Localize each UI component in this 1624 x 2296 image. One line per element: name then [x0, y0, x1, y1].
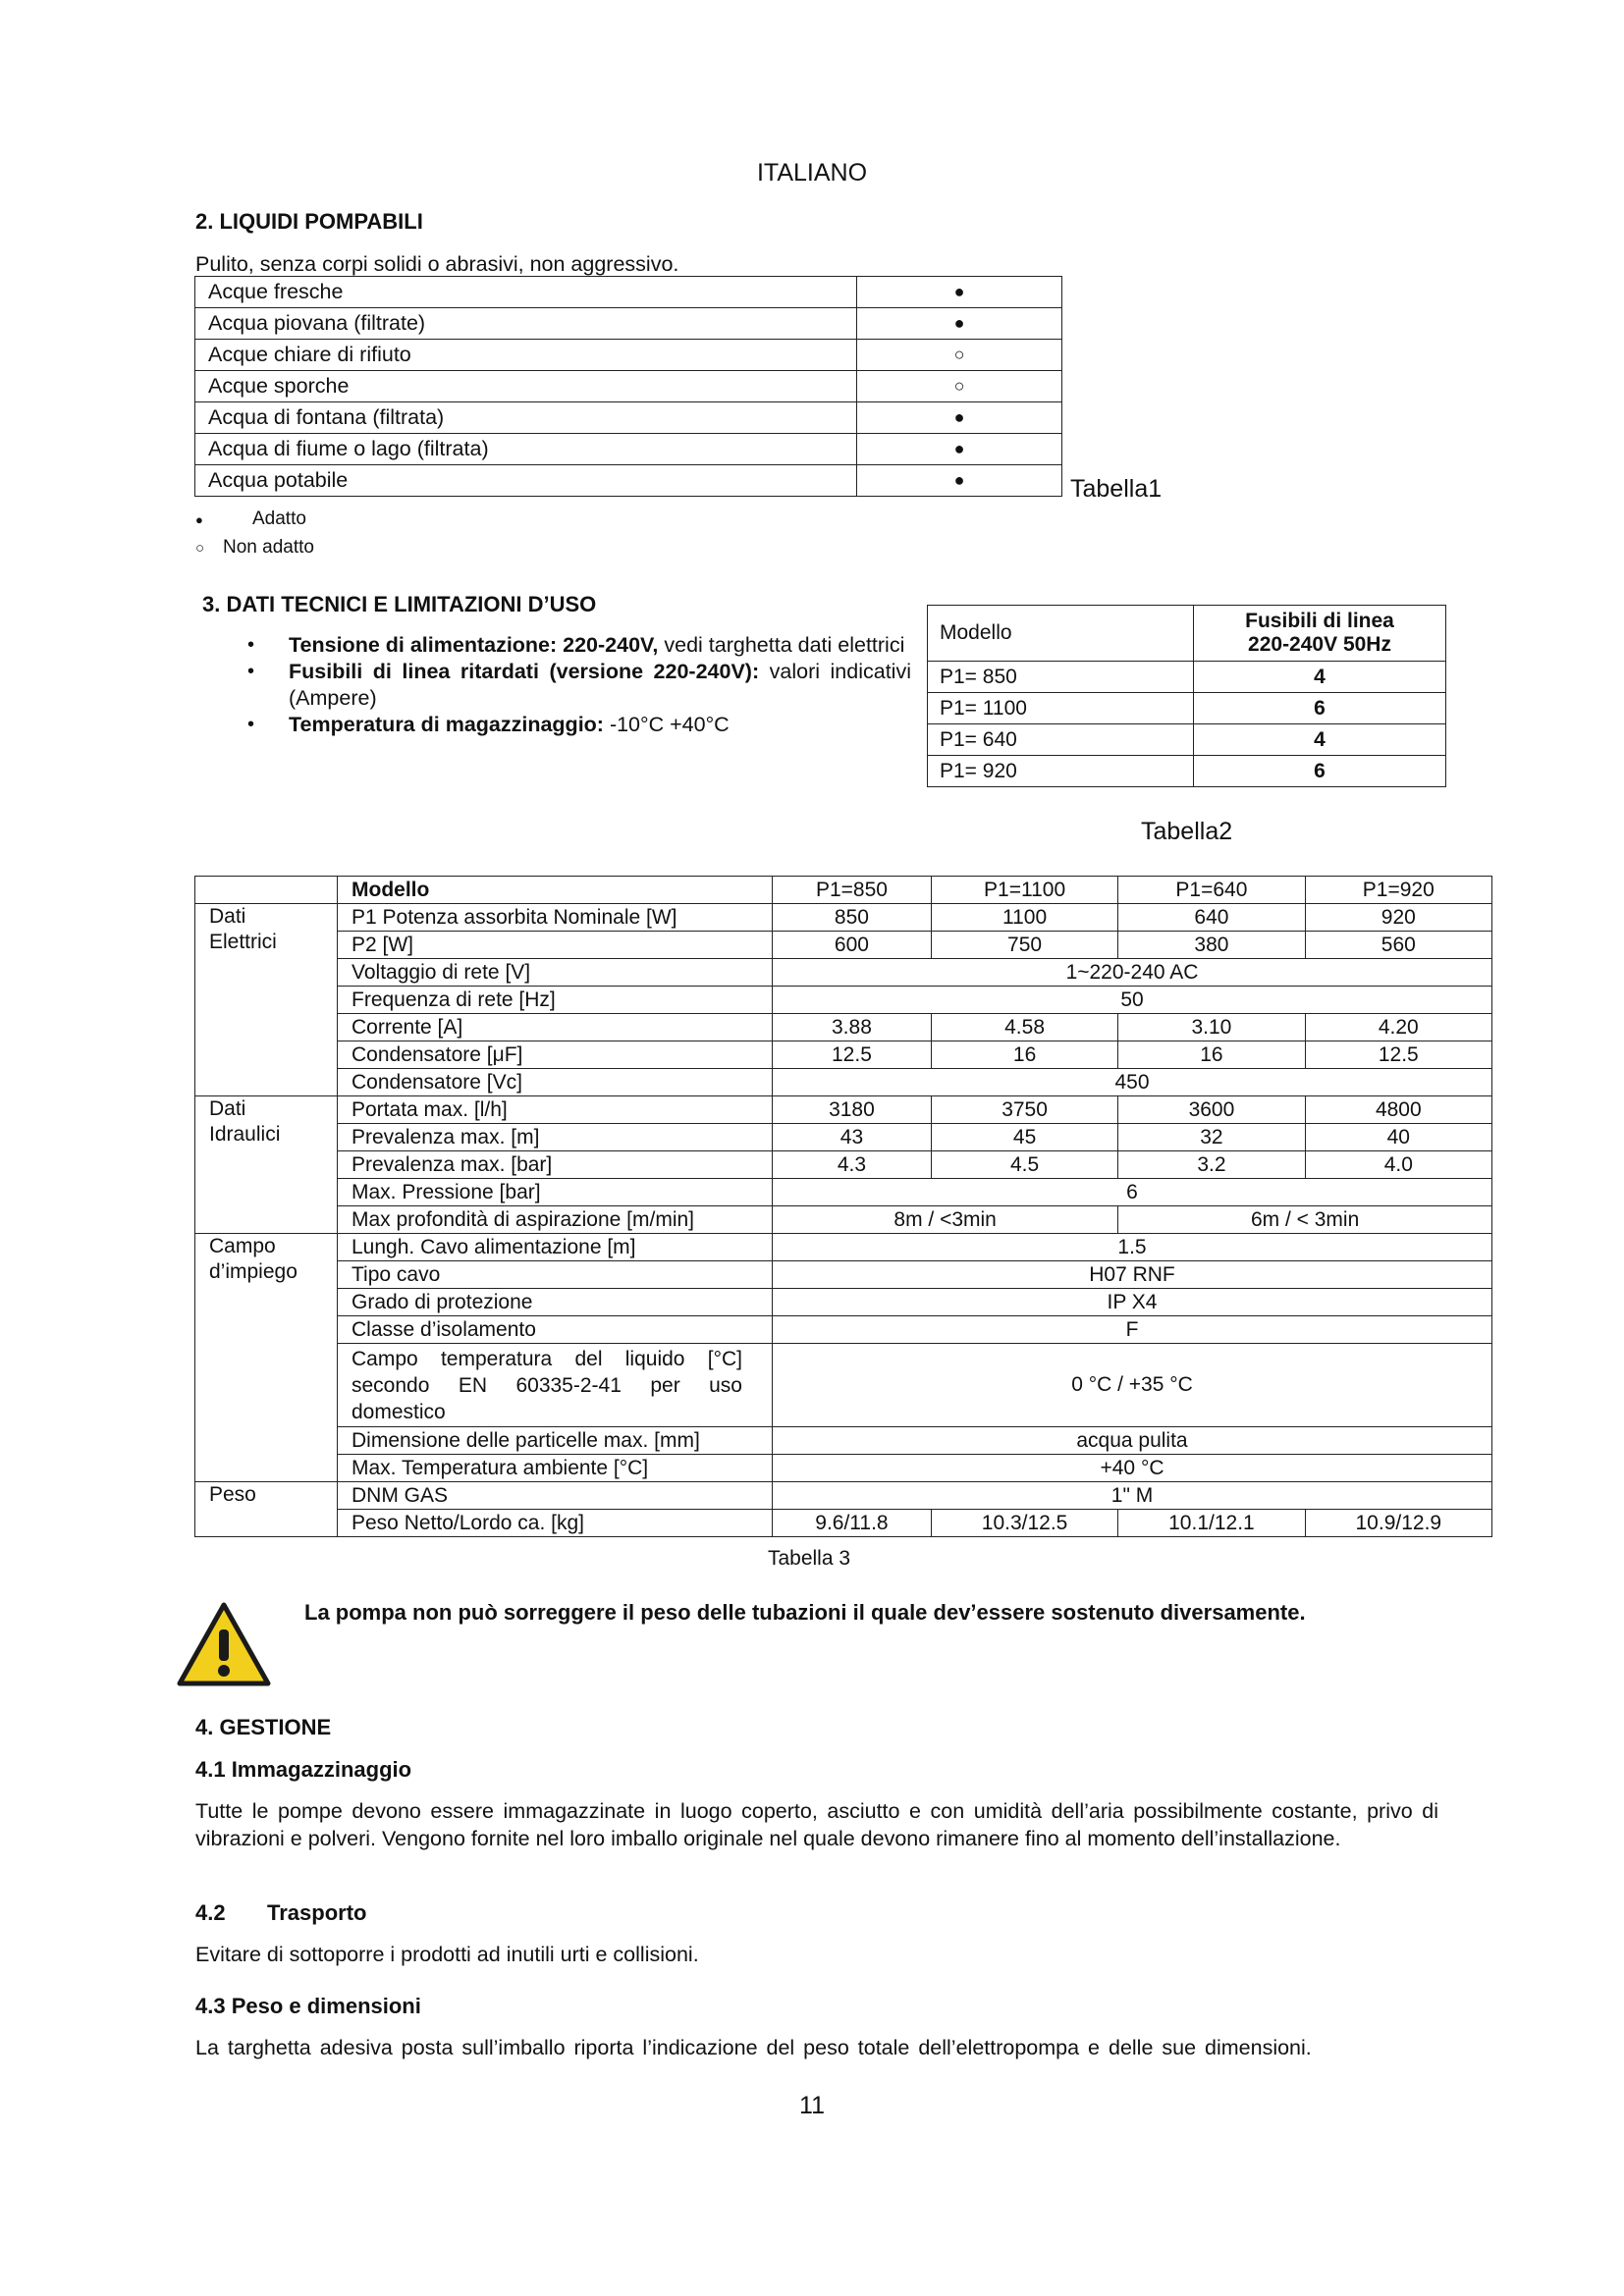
value-cell: 12.5 [1305, 1041, 1491, 1069]
value-cell: 1" M [773, 1482, 1492, 1510]
table-row [195, 1069, 1492, 1096]
bullet-icon: • [247, 634, 255, 656]
group-electrical: Dati Elettrici [195, 904, 338, 1096]
value-cell: acqua pulita [773, 1427, 1492, 1455]
param-label: Grado di protezione [338, 1289, 773, 1316]
param-label: Dimensione delle particelle max. [mm] [338, 1427, 773, 1455]
bullet-list [240, 632, 911, 738]
value-cell: H07 RNF [773, 1261, 1492, 1289]
liquid-label: Acqua piovana (filtrate) [195, 308, 857, 340]
section43-text: La targhetta adesiva posta sull’imballo riporta l’indicazione del peso totale dell’elettropompa e delle sue dimensioni. [195, 2036, 1312, 2059]
table1-liquids [194, 276, 1062, 497]
value-cell: 3600 [1118, 1096, 1305, 1124]
model-cell: P1= 1100 [928, 693, 1194, 724]
empty-cell [195, 877, 338, 904]
table-row [195, 904, 1492, 932]
list-item [240, 712, 911, 738]
bullet-bold-text: Temperatura di magazzinaggio: [289, 713, 604, 736]
value-cell: 50 [773, 987, 1492, 1014]
section2-title: 2. LIQUIDI POMPABILI [195, 209, 423, 234]
value-cell: 920 [1305, 904, 1491, 932]
warning-text: La pompa non può sorreggere il peso delle tubazioni il quale dev’essere sostenuto diversamente. [304, 1600, 1306, 1625]
value-cell: 8m / <3min [773, 1206, 1118, 1234]
bullet-bold-text: Tensione di alimentazione: 220-240V, [289, 633, 659, 657]
liquid-label: Acqua di fontana (filtrata) [195, 402, 857, 434]
value-cell: 380 [1118, 932, 1305, 959]
value-cell: 4.3 [773, 1151, 932, 1179]
fuse-cell: 4 [1194, 724, 1446, 756]
table2-fuses [927, 605, 1446, 787]
table-row [195, 1344, 1492, 1427]
table-header-row [928, 606, 1446, 662]
suitability-symbol: ● [857, 434, 1062, 465]
model-header: P1=850 [773, 877, 932, 904]
liquid-label: Acque sporche [195, 371, 857, 402]
param-label: Lungh. Cavo alimentazione [m] [338, 1234, 773, 1261]
bullet-bold-text: Fusibili di linea ritardati (versione 220-240V): [289, 660, 760, 683]
param-label: Classe d’isolamento [338, 1316, 773, 1344]
value-cell: 3180 [773, 1096, 932, 1124]
table-row [928, 693, 1446, 724]
liquid-label: Acque fresche [195, 277, 857, 308]
model-header: P1=640 [1118, 877, 1305, 904]
param-label: Max profondità di aspirazione [m/min] [338, 1206, 773, 1234]
header-line: Fusibili di linea [1245, 610, 1394, 632]
group-usage: Campo d’impiego [195, 1234, 338, 1482]
table-row [195, 932, 1492, 959]
section41-title: 4.1 Immagazzinaggio [195, 1757, 412, 1782]
value-cell: 10.3/12.5 [931, 1510, 1117, 1537]
table-row [195, 1206, 1492, 1234]
bullet-text: valori indicativi (Ampere) [289, 660, 911, 710]
value-cell: 1.5 [773, 1234, 1492, 1261]
table-row [195, 277, 1062, 308]
table-row [195, 1096, 1492, 1124]
suitability-symbol: ○ [857, 340, 1062, 371]
table-row [195, 1316, 1492, 1344]
table3-technical-data [194, 876, 1492, 1537]
fuse-cell: 6 [1194, 756, 1446, 787]
hollow-circle-icon: ○ [195, 540, 205, 557]
param-label: Max. Pressione [bar] [338, 1179, 773, 1206]
table-row [195, 1261, 1492, 1289]
section41-text: Tutte le pompe devono essere immagazzinate in luogo coperto, asciutto e con umidità dell’aria possibilmente costante, privo di vibrazioni e polveri. Vengono fornite nel loro imballo originale nel quale devono rimanere fino al momento dell’installazione. [195, 1799, 1438, 1850]
table-row [195, 1427, 1492, 1455]
suitability-symbol: ○ [857, 371, 1062, 402]
value-cell: 4800 [1305, 1096, 1491, 1124]
table-row [195, 308, 1062, 340]
value-cell: 1100 [931, 904, 1117, 932]
table-row [195, 340, 1062, 371]
liquid-label: Acqua potabile [195, 465, 857, 497]
value-cell: F [773, 1316, 1492, 1344]
value-cell: 750 [931, 932, 1117, 959]
model-cell: P1= 850 [928, 662, 1194, 693]
table-row [195, 1014, 1492, 1041]
param-label: P1 Potenza assorbita Nominale [W] [338, 904, 773, 932]
value-cell: 16 [1118, 1041, 1305, 1069]
value-cell: 12.5 [773, 1041, 932, 1069]
value-cell: 43 [773, 1124, 932, 1151]
value-cell: 640 [1118, 904, 1305, 932]
param-label: Prevalenza max. [m] [338, 1124, 773, 1151]
table-row [195, 371, 1062, 402]
column-header-model: Modello [338, 877, 773, 904]
value-cell: 4.58 [931, 1014, 1117, 1041]
param-label: Peso Netto/Lordo ca. [kg] [338, 1510, 773, 1537]
bullet-icon: • [247, 714, 255, 735]
value-cell: 45 [931, 1124, 1117, 1151]
param-label: Corrente [A] [338, 1014, 773, 1041]
value-cell: 4.5 [931, 1151, 1117, 1179]
table-row [195, 987, 1492, 1014]
param-label: Voltaggio di rete [V] [338, 959, 773, 987]
table-row [195, 1482, 1492, 1510]
table-header-row [195, 877, 1492, 904]
param-label: DNM GAS [338, 1482, 773, 1510]
bullet-icon: • [247, 661, 255, 682]
table-row [195, 1124, 1492, 1151]
bullet-text: -10°C +40°C [603, 713, 730, 736]
table-row [928, 724, 1446, 756]
liquid-label: Acqua di fiume o lago (filtrata) [195, 434, 857, 465]
section2-intro: Pulito, senza corpi solidi o abrasivi, non aggressivo. [195, 252, 679, 276]
table-row [195, 434, 1062, 465]
value-cell: 600 [773, 932, 932, 959]
value-cell: 1~220-240 AC [773, 959, 1492, 987]
param-label: Condensatore [μF] [338, 1041, 773, 1069]
value-cell: 32 [1118, 1124, 1305, 1151]
section3-title: 3. DATI TECNICI E LIMITAZIONI D’USO [202, 592, 597, 616]
suitability-symbol: ● [857, 277, 1062, 308]
section42-text: Evitare di sottoporre i prodotti ad inutili urti e collisioni. [195, 1943, 699, 1966]
table-row [195, 465, 1062, 497]
section42-number: 4.2 [195, 1900, 226, 1925]
table-row [928, 662, 1446, 693]
group-weight: Peso [195, 1482, 338, 1537]
value-cell: 6 [773, 1179, 1492, 1206]
table-row [195, 959, 1492, 987]
legend-label: Adatto [252, 508, 306, 529]
value-cell: 4.20 [1305, 1014, 1491, 1041]
param-label: P2 [W] [338, 932, 773, 959]
value-cell: 40 [1305, 1124, 1491, 1151]
param-label: Prevalenza max. [bar] [338, 1151, 773, 1179]
table-row [195, 1041, 1492, 1069]
table-row [195, 1455, 1492, 1482]
list-item [240, 659, 911, 712]
column-header-model: Modello [928, 606, 1194, 662]
column-header-fuses [1194, 606, 1446, 662]
model-cell: P1= 920 [928, 756, 1194, 787]
table3-caption: Tabella 3 [767, 1547, 851, 1570]
value-cell: 3.88 [773, 1014, 932, 1041]
value-cell: 3.10 [1118, 1014, 1305, 1041]
filled-dot-icon: ● [195, 512, 203, 527]
value-cell: IP X4 [773, 1289, 1492, 1316]
bullet-text: vedi targhetta dati elettrici [658, 633, 905, 657]
group-hydraulic: Dati Idraulici [195, 1096, 338, 1234]
value-cell: 9.6/11.8 [773, 1510, 932, 1537]
table-row [195, 402, 1062, 434]
value-cell: 10.9/12.9 [1305, 1510, 1491, 1537]
liquid-label: Acque chiare di rifiuto [195, 340, 857, 371]
param-label: Portata max. [l/h] [338, 1096, 773, 1124]
model-header: P1=920 [1305, 877, 1491, 904]
legend-not-suitable [195, 537, 314, 559]
suitability-symbol: ● [857, 402, 1062, 434]
suitability-symbol: ● [857, 308, 1062, 340]
table-row [195, 1234, 1492, 1261]
param-label: Condensatore [Vc] [338, 1069, 773, 1096]
table-row [195, 1179, 1492, 1206]
page-language-header: ITALIANO [756, 159, 868, 187]
model-cell: P1= 640 [928, 724, 1194, 756]
list-item [240, 632, 911, 659]
value-cell: 16 [931, 1041, 1117, 1069]
section4-title: 4. GESTIONE [195, 1715, 332, 1739]
legend-suitable [195, 508, 306, 530]
param-label: Frequenza di rete [Hz] [338, 987, 773, 1014]
table-row [195, 1510, 1492, 1537]
table-row [195, 1289, 1492, 1316]
table1-caption: Tabella1 [1070, 475, 1163, 503]
page-number: 11 [799, 2092, 825, 2119]
table-row [928, 756, 1446, 787]
legend-label: Non adatto [223, 537, 314, 558]
value-cell: 850 [773, 904, 932, 932]
section43-title: 4.3 Peso e dimensioni [195, 1994, 421, 2018]
suitability-symbol: ● [857, 465, 1062, 497]
value-cell: 10.1/12.1 [1118, 1510, 1305, 1537]
table2-caption: Tabella2 [1141, 818, 1233, 845]
fuse-cell: 6 [1194, 693, 1446, 724]
header-line: 220-240V 50Hz [1248, 633, 1391, 656]
fuse-cell: 4 [1194, 662, 1446, 693]
value-cell: 560 [1305, 932, 1491, 959]
value-cell: 3750 [931, 1096, 1117, 1124]
value-cell: 0 °C / +35 °C [773, 1344, 1492, 1427]
param-label: Max. Temperatura ambiente [°C] [338, 1455, 773, 1482]
value-cell: 4.0 [1305, 1151, 1491, 1179]
param-label: Tipo cavo [338, 1261, 773, 1289]
model-header: P1=1100 [931, 877, 1117, 904]
table-row [195, 1151, 1492, 1179]
value-cell: 450 [773, 1069, 1492, 1096]
param-label: Campo temperatura del liquido [°C] secondo EN 60335-2-41 per uso domestico [338, 1344, 773, 1427]
value-cell: +40 °C [773, 1455, 1492, 1482]
value-cell: 3.2 [1118, 1151, 1305, 1179]
section42-title: Trasporto [267, 1900, 367, 1925]
warning-triangle-icon [177, 1602, 271, 1686]
value-cell: 6m / < 3min [1118, 1206, 1492, 1234]
